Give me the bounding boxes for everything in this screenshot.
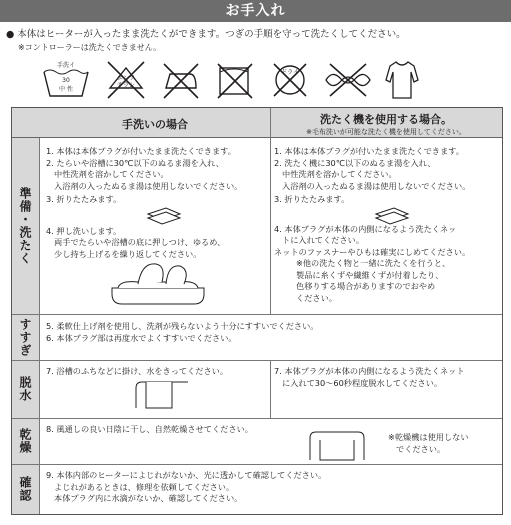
bleach-label2: サラシ <box>116 82 136 89</box>
check-text <box>46 470 496 505</box>
no-tumble-dry-icon <box>212 58 256 102</box>
section-spin: 脱水 <box>12 360 40 418</box>
no-iron-icon <box>158 58 202 102</box>
section-rinse: すすぎ <box>12 314 40 360</box>
text-line: に入れて30〜60秒程度脱水してください。 <box>282 377 443 388</box>
text-line: よじれがあるときは、修理を依頼してください。 <box>54 481 235 492</box>
row-divider <box>12 464 502 465</box>
tub-edge-illustration <box>132 378 192 414</box>
text-line: 6. 本体プラグ部は再度水でよくすすいでください。 <box>46 332 237 343</box>
header-machine-note: ※毛布洗いが可能な洗たく機を使用してください。 <box>306 128 466 136</box>
page-title: お手入れ <box>0 0 511 22</box>
intro-main: ● 本体はヒーターが入ったまま洗たくができます。つぎの手順を守って洗たくしてください。 <box>6 29 406 40</box>
text-line: でください。 <box>396 443 446 454</box>
folded-pad-illustration <box>372 206 412 228</box>
text-line: 7. 本体プラグが本体の内側になるよう洗たくネット <box>274 366 465 376</box>
text-line: 2. 洗たく機に30℃以下のぬるま湯を入れ、 <box>274 157 436 168</box>
text-line: 入浴剤の入ったぬるま湯は使用しないでください。 <box>54 180 243 191</box>
wash-label: 手洗イ <box>56 62 76 69</box>
intro <box>6 28 406 54</box>
column-divider <box>270 108 271 314</box>
no-dry-clean-icon <box>268 58 312 102</box>
prep-hand-text <box>46 146 268 260</box>
intro-note: ※コントローラーは洗たくできません。 <box>18 43 162 52</box>
text-line: トに入れてください。 <box>282 235 364 245</box>
text-line: 9. 本体内部のヒーターによじれがないか、光に透かして確認してください。 <box>46 470 327 480</box>
text-line: ネットのファスナーやひもは確実にしめてください。 <box>274 246 471 257</box>
text-line: 製品に糸くずや繊維くずが付着したり、 <box>296 269 444 280</box>
section-dry: 乾燥 <box>12 418 40 464</box>
section-prep: 準備・洗たく <box>12 138 40 314</box>
header-machine-label: 洗たく機を使用する場合。 <box>320 113 452 126</box>
text-line: ※他の洗たく物と一緒に洗たくを行うと、 <box>296 258 451 268</box>
text-line: 3. 折りたたみます。 <box>274 194 350 204</box>
text-line: 1. 本体は本体プラグが付いたまま洗たくできます。 <box>274 146 464 156</box>
hang-dry-icon <box>382 58 422 102</box>
text-line: 5. 柔軟仕上げ剤を使用し、洗剤が残らないよう十分にすすいでください。 <box>46 321 319 331</box>
spin-machine-text <box>274 366 500 389</box>
text-line: 両手でたらいや浴槽の底に押しつけ、ゆるめ、 <box>54 237 226 247</box>
row-divider <box>12 360 502 361</box>
row-divider <box>12 314 502 315</box>
text-line: 中性洗剤を溶かしてください。 <box>54 169 169 179</box>
text-line: ください。 <box>296 292 337 303</box>
header-hand-wash: 手洗いの場合 <box>122 118 188 131</box>
dry-text: 8. 風通しの良い日陰に干し、自然乾燥させてください。 <box>46 424 253 434</box>
no-wring-icon <box>322 58 374 102</box>
text-line: 色移りする場合がありますのでおやめ <box>296 281 436 291</box>
rinse-text <box>46 321 496 344</box>
text-line: 本体プラグ内に水滴がないか、確認してください。 <box>54 493 243 503</box>
text-line: 4. 本体プラグが本体の内側になるよう洗たくネッ <box>274 223 457 234</box>
dry-note <box>388 432 498 455</box>
column-divider-spin <box>270 360 271 418</box>
text-line: ※乾燥機は使用しない <box>388 432 469 442</box>
care-table <box>11 107 503 515</box>
hand-washing-illustration <box>108 258 208 308</box>
section-check: 確認 <box>12 464 40 514</box>
text-line: 2. たらいや浴槽に30℃以下のぬるま湯を入れ、 <box>46 157 224 168</box>
text-line: 1. 本体は本体プラグが付いたまま洗たくできます。 <box>46 146 236 156</box>
text-line: 入浴剤の入ったぬるま湯は使用しないでください。 <box>282 180 471 191</box>
wash-mild: 中 性 <box>59 86 73 93</box>
care-icons <box>40 58 400 102</box>
no-bleach-icon <box>104 58 148 102</box>
wash-temp: 30 <box>62 77 70 84</box>
row-divider <box>12 418 502 419</box>
bleach-label: エンソ <box>116 75 136 82</box>
folded-pad-illustration <box>144 206 184 228</box>
hand-wash-icon <box>40 58 92 102</box>
text-line: 4. 押し洗いします。 <box>46 225 122 236</box>
text-line: 3. 折りたたみます。 <box>46 194 122 204</box>
text-line: 中性洗剤を溶かしてください。 <box>282 169 397 179</box>
dry-label: ドライ <box>281 69 299 76</box>
text-line: 少し持ち上げるを繰り返してください。 <box>54 248 202 259</box>
spin-hand-text: 7. 浴槽のふちなどに掛け、水をきってください。 <box>46 366 229 376</box>
drying-rack-illustration <box>302 426 372 462</box>
header-machine-wash <box>270 111 502 137</box>
